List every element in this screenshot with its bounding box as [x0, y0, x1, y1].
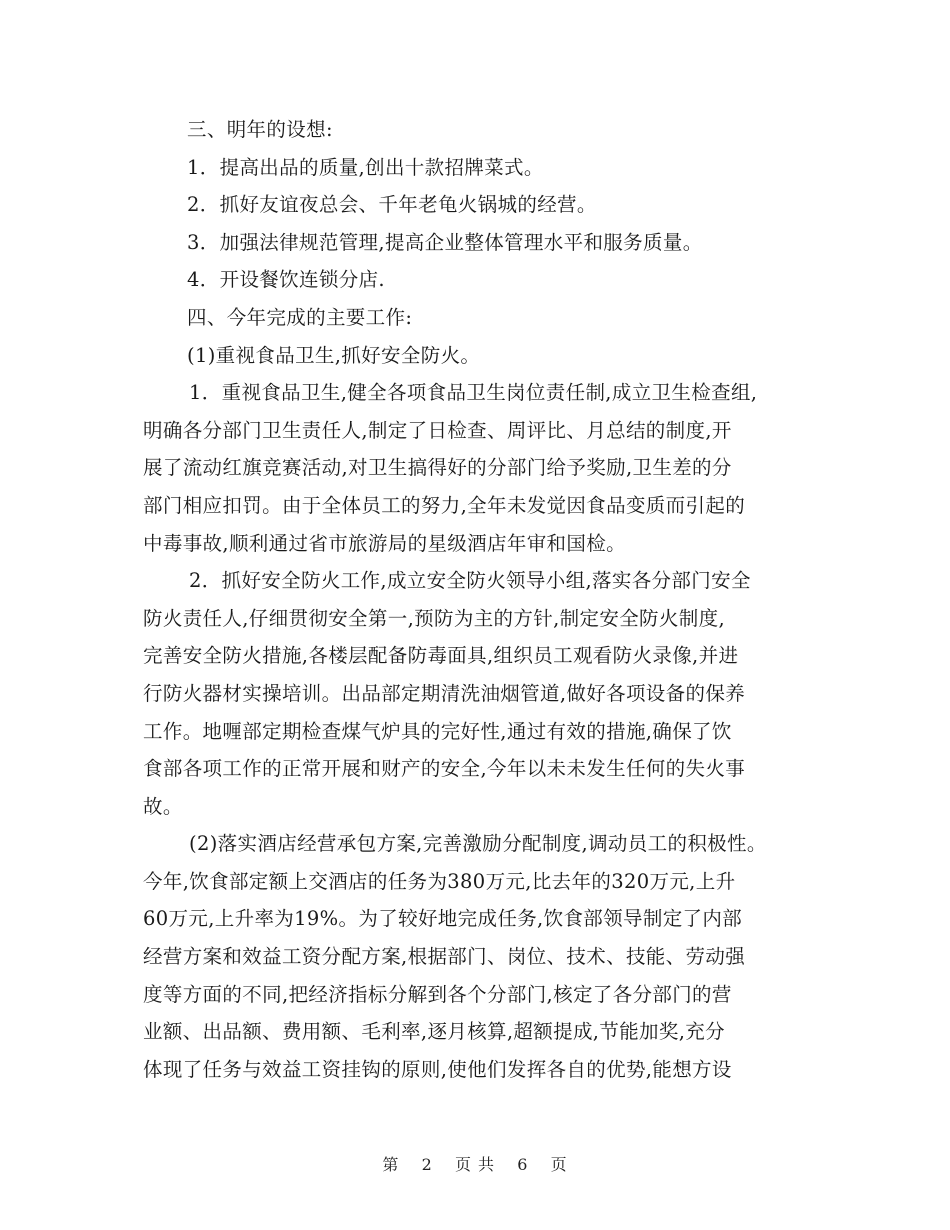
text-line: 度等方面的不同,把经济指标分解到各个分部门,核定了各分部门的营 — [143, 982, 732, 1006]
text-line: 展了流动红旗竞赛活动,对卫生搞得好的分部门给予奖励,卫生差的分 — [143, 456, 732, 480]
text-line: (1)重视食品卫生,抓好安全防火。 — [187, 343, 481, 367]
text-line: 中毒事故,顺利通过省市旅游局的星级酒店年审和国检。 — [143, 531, 626, 555]
text-line: 2．抓好安全防火工作,成立安全防火领导小组,落实各分部门安全 — [189, 569, 751, 593]
text-line: 行防火器材实操培训。出品部定期清洗油烟管道,做好各项设备的保养 — [143, 681, 746, 705]
footer-mid: 页 共 — [454, 1155, 496, 1174]
text-line: 4．开设餐饮连锁分店. — [187, 268, 385, 292]
text-line: 经营方案和效益工资分配方案,根据部门、岗位、技术、技能、劳动强 — [143, 945, 746, 969]
text-line: 故。 — [143, 794, 183, 818]
footer-current-page: 2 — [421, 1155, 433, 1174]
text-line: 业额、出品额、费用额、毛利率,逐月核算,超额提成,节能加奖,充分 — [143, 1020, 725, 1044]
text-line: 工作。地喱部定期检查煤气炉具的完好性,通过有效的措施,确保了饮 — [143, 719, 732, 743]
text-line: 明确各分部门卫生责任人,制定了日检查、周评比、月总结的制度,开 — [143, 418, 732, 442]
document-body — [143, 111, 823, 1088]
text-line: 1．提高出品的质量,创出十款招牌菜式。 — [187, 155, 544, 179]
text-line: (2)落实酒店经营承包方案,完善激励分配制度,调动员工的积极性。 — [189, 832, 767, 856]
text-line: 完善安全防火措施,各楼层配备防毒面具,组织员工观看防火录像,并进 — [143, 644, 739, 668]
footer-total-pages: 6 — [517, 1155, 529, 1174]
text-line: 今年,饮食部定额上交酒店的任务为380万元,比去年的320万元,上升 — [143, 869, 736, 893]
text-line: 3．加强法律规范管理,提高企业整体管理水平和服务质量。 — [187, 230, 703, 254]
text-line: 60万元,上升率为19%。为了较好地完成任务,饮食部领导制定了内部 — [143, 907, 743, 931]
text-line: 部门相应扣罚。由于全体员工的努力,全年未发觉因食品变质而引起的 — [143, 493, 746, 517]
text-line: 2．抓好友谊夜总会、千年老龟火锅城的经营。 — [187, 193, 597, 217]
text-line: 四、今年完成的主要工作: — [187, 305, 413, 329]
text-line: 1．重视食品卫生,健全各项食品卫生岗位责任制,成立卫生检查组, — [189, 381, 758, 405]
text-line: 三、明年的设想: — [187, 118, 333, 141]
footer-suffix: 页 — [550, 1155, 568, 1174]
text-line: 体现了任务与效益工资挂钩的原则,使他们发挥各自的优势,能想方设 — [143, 1057, 732, 1081]
text-line: 食部各项工作的正常开展和财产的安全,今年以未未发生任何的失火事 — [143, 757, 746, 781]
page-footer — [0, 1152, 950, 1175]
footer-prefix: 第 — [382, 1155, 400, 1174]
text-line: 防火责任人,仔细贯彻安全第一,预防为主的方针,制定安全防火制度, — [143, 606, 725, 630]
